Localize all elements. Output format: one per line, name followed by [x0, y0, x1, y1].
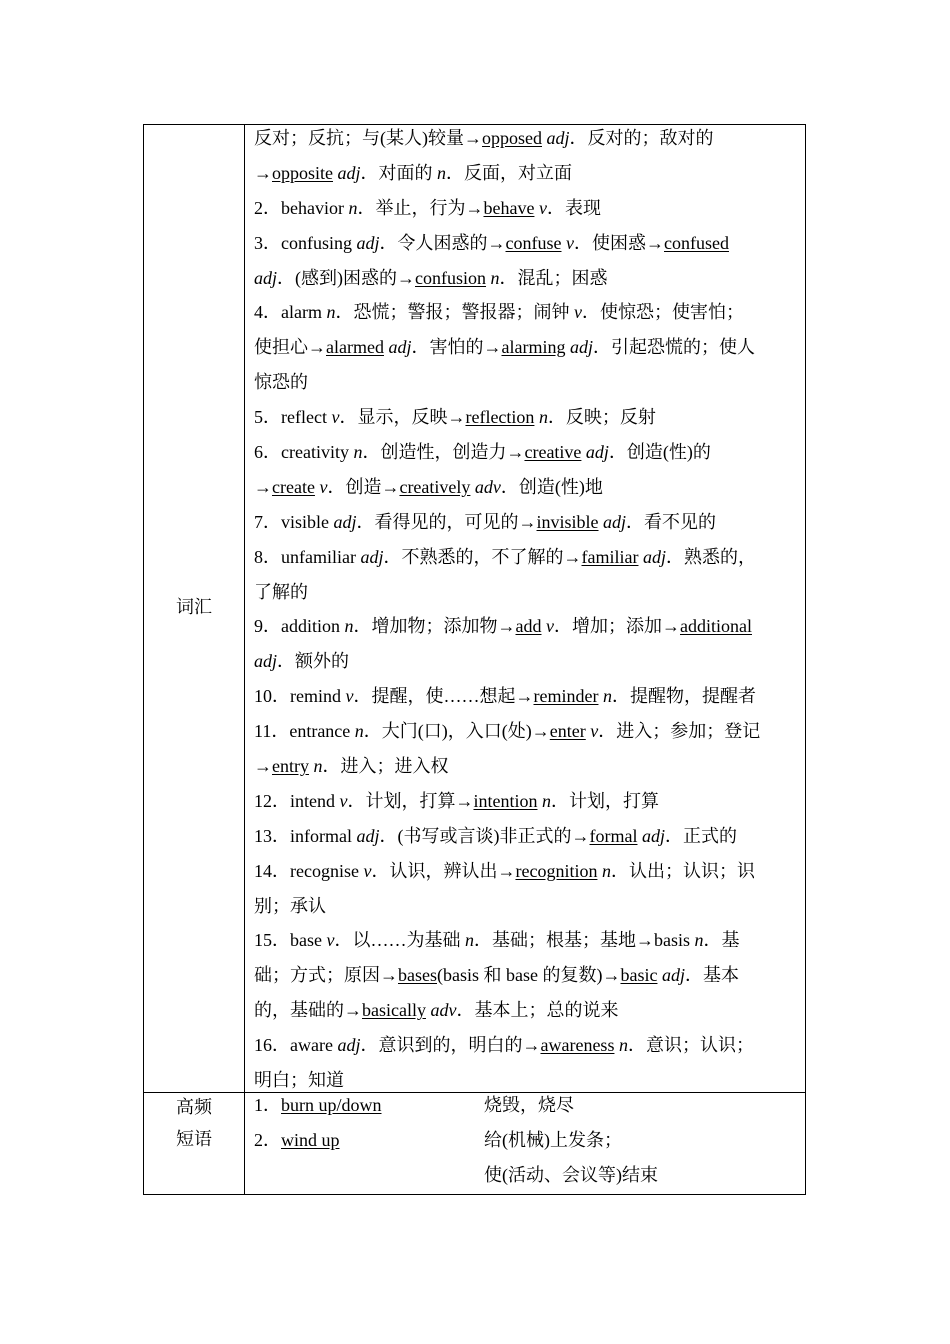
vocab-answer: invisible: [536, 511, 599, 532]
vocab-text: ．反面，对立面: [446, 162, 573, 183]
vocab-text: 8．unfamiliar: [254, 546, 361, 567]
part-of-speech: v: [363, 860, 372, 881]
vocab-text: (basis 和 base 的复数)→: [437, 965, 621, 986]
vocab-answer: opposite: [272, 162, 333, 183]
part-of-speech: n: [542, 790, 551, 811]
vocab-line: [254, 544, 799, 579]
vocab-answer: intention: [473, 790, 538, 811]
vocab-answer: basically: [362, 1000, 426, 1021]
vocab-answer: additional: [680, 616, 752, 637]
vocab-text: ．混乱；困惑: [499, 267, 608, 288]
vocab-text: ．表现: [546, 197, 601, 218]
vocab-answer: alarmed: [326, 337, 384, 358]
vocab-line: [254, 893, 799, 928]
part-of-speech: v: [326, 930, 335, 951]
vocab-text: ．基本: [684, 965, 739, 986]
part-of-speech: n: [354, 721, 364, 742]
vocab-line: [254, 648, 799, 683]
part-of-speech: v: [546, 616, 554, 637]
part-of-speech: n: [326, 302, 336, 323]
vocab-answer: reminder: [533, 686, 599, 707]
vocab-answer: behave: [483, 197, 535, 218]
vocab-answer: opposed: [482, 128, 542, 148]
vocab-text: ．创造(性)地: [500, 476, 603, 497]
part-of-speech: n: [348, 197, 358, 218]
phrase-text: burn up/down: [281, 1095, 382, 1115]
part-of-speech: adj: [337, 1035, 361, 1056]
vocabulary-table: [143, 124, 806, 1195]
part-of-speech: v: [345, 686, 354, 707]
part-of-speech: n: [602, 686, 612, 707]
vocab-line: [254, 683, 799, 718]
vocab-label: 词汇: [176, 597, 212, 617]
vocab-line: [254, 1032, 799, 1067]
vocab-text: ．意识到的，明白的→: [360, 1035, 541, 1056]
part-of-speech: adj: [254, 651, 278, 672]
part-of-speech: n: [344, 616, 354, 637]
vocab-line: [254, 927, 799, 962]
part-of-speech: v: [331, 407, 340, 428]
part-of-speech: adj: [569, 337, 593, 358]
part-of-speech: v: [566, 232, 574, 253]
part-of-speech: adj: [356, 825, 380, 846]
vocab-answer: reflection: [465, 407, 535, 428]
vocab-answer: confused: [664, 232, 729, 253]
part-of-speech: n: [490, 267, 500, 288]
vocab-answer: awareness: [540, 1035, 615, 1056]
vocab-text: 10．remind: [254, 686, 346, 707]
vocab-text: 础；方式；原因→: [254, 965, 398, 986]
vocab-text: ．使困惑→: [574, 232, 664, 253]
part-of-speech: adj: [337, 162, 361, 183]
vocab-text: 11．entrance: [254, 721, 355, 742]
vocab-line: [254, 753, 799, 788]
vocab-text: 别；承认: [254, 895, 326, 916]
vocab-text: ．认识，辨认出→: [371, 860, 516, 881]
part-of-speech: adj: [585, 442, 609, 463]
vocab-line: [254, 858, 799, 893]
part-of-speech: v: [538, 197, 547, 218]
vocab-line: [254, 404, 799, 439]
vocab-line: [254, 788, 799, 823]
vocab-line: [254, 369, 799, 404]
part-of-speech: adj: [546, 128, 570, 148]
vocab-text: 惊恐的: [254, 372, 308, 393]
phrase-meaning: 使(活动、会议等)结束: [484, 1165, 658, 1185]
vocab-text: ．额外的: [277, 651, 350, 672]
vocab-line: [254, 265, 799, 300]
vocab-answer: confusion: [415, 267, 487, 288]
part-of-speech: adj: [661, 965, 685, 986]
column-divider: [244, 125, 245, 1194]
vocab-answer: creative: [524, 442, 582, 463]
phrases-content: [254, 1092, 799, 1197]
vocab-content: [254, 125, 799, 1102]
phrase-meaning: 烧毁，烧尽: [484, 1095, 574, 1115]
part-of-speech: n: [601, 860, 611, 881]
vocab-answer: basic: [620, 965, 658, 986]
vocab-text: ．令人困惑的→: [379, 232, 506, 253]
vocab-line: [254, 613, 799, 648]
vocab-text: ．熟悉的，: [666, 546, 756, 567]
vocab-answer: formal: [589, 825, 638, 846]
vocab-text: ．(感到)困惑的→: [277, 267, 416, 288]
vocab-text: ．恐慌；警报；警报器；闹钟: [335, 302, 574, 323]
part-of-speech: adj: [642, 546, 666, 567]
part-of-speech: adj: [356, 232, 380, 253]
vocab-text: ．提醒物，提醒者: [611, 686, 756, 707]
vocab-text: →: [254, 476, 272, 497]
vocab-text: ．大门(口)，入口(处)→: [363, 721, 550, 742]
phrase-item: 1．burn up/down 烧毁，烧尽: [254, 1092, 799, 1127]
part-of-speech: adj: [360, 546, 384, 567]
vocab-text: ．看得见的，可见的→: [356, 511, 537, 532]
phrase-item: 2．wind up 给(机械)上发条；: [254, 1127, 799, 1162]
vocab-answer: creatively: [399, 476, 471, 497]
vocab-text: 12．intend: [254, 790, 340, 811]
vocab-text: 3．confusing: [254, 232, 357, 253]
vocab-text: ．意识；认识；: [627, 1035, 754, 1056]
vocab-text: ．反对的；敌对的: [569, 128, 714, 148]
vocab-text: ．创造性，创造力→: [362, 442, 525, 463]
vocab-line: [254, 195, 799, 230]
vocab-text: ．基本上；总的说来: [456, 1000, 619, 1021]
part-of-speech: adj: [641, 825, 665, 846]
vocab-line: [254, 997, 799, 1032]
vocab-text: 反对；反抗；与(某人)较量→: [254, 128, 482, 148]
vocab-text: 4．alarm: [254, 302, 327, 323]
part-of-speech: n: [437, 162, 447, 183]
vocab-text: ．对面的: [360, 162, 438, 183]
vocab-text: ．进入；参加；登记: [598, 721, 761, 742]
vocab-answer: entry: [272, 756, 309, 777]
vocab-line: [254, 962, 799, 997]
vocab-text: →: [254, 756, 272, 777]
vocab-text: 2．behavior: [254, 197, 349, 218]
vocab-text: 7．visible: [254, 511, 334, 532]
vocab-text: ．计划，打算: [551, 790, 659, 811]
part-of-speech: adj: [603, 511, 627, 532]
vocab-text: 9．addition: [254, 616, 345, 637]
part-of-speech: n: [353, 442, 363, 463]
part-of-speech: adv: [474, 476, 501, 497]
part-of-speech: n: [694, 930, 704, 951]
phrase-meaning: 给(机械)上发条；: [484, 1130, 622, 1150]
vocab-answer: enter: [549, 721, 586, 742]
vocab-text: 15．base: [254, 930, 327, 951]
vocab-text: ．显示，反映→: [339, 407, 466, 428]
vocab-answer: create: [272, 476, 315, 497]
vocab-line: [254, 474, 799, 509]
vocab-text: 13．informal: [254, 825, 357, 846]
part-of-speech: n: [464, 930, 474, 951]
vocab-answer: alarming: [501, 337, 566, 358]
vocab-line: [254, 299, 799, 334]
vocab-answer: add: [515, 616, 542, 637]
vocab-line: [254, 125, 799, 160]
vocab-text: ．增加；添加→: [554, 616, 680, 637]
vocab-text: ．认出；认识；识: [610, 860, 755, 881]
phrase-text: wind up: [281, 1130, 340, 1150]
part-of-speech: v: [590, 721, 599, 742]
vocab-text: 6．creativity: [254, 442, 354, 463]
vocab-line: [254, 718, 799, 753]
vocab-text: 的，基础的→: [254, 1000, 362, 1021]
vocab-answer: recognition: [515, 860, 598, 881]
vocab-text: ．使惊恐；使害怕；: [581, 302, 744, 323]
vocab-text: ．创造(性)的: [608, 442, 711, 463]
vocab-answer: confuse: [505, 232, 562, 253]
part-of-speech: v: [339, 790, 348, 811]
vocab-text: ．不熟悉的，不了解的→: [383, 546, 582, 567]
vocab-line: [254, 579, 799, 614]
vocab-answer: bases: [398, 965, 437, 986]
vocab-text: ．反映；反射: [547, 407, 656, 428]
part-of-speech: n: [538, 407, 548, 428]
vocab-text: 了解的: [254, 581, 308, 602]
vocab-text: ．基础；根基；基地→basis: [473, 930, 695, 951]
part-of-speech: adj: [333, 511, 357, 532]
part-of-speech: adv: [430, 1000, 457, 1021]
vocab-text: 14．recognise: [254, 860, 364, 881]
vocab-text: 明白；知道: [254, 1070, 344, 1091]
part-of-speech: n: [313, 756, 323, 777]
phrase-item: [254, 1162, 799, 1197]
vocab-line: [254, 334, 799, 369]
phrases-label: 高频 短语: [176, 1097, 212, 1149]
vocab-text: 16．aware: [254, 1035, 338, 1056]
vocab-line: [254, 509, 799, 544]
vocab-line: [254, 160, 799, 195]
part-of-speech: adj: [388, 337, 412, 358]
part-of-speech: n: [618, 1035, 628, 1056]
vocab-text: ．(书写或言谈)非正式的→: [379, 825, 590, 846]
vocab-text: ．举止，行为→: [357, 197, 484, 218]
vocab-text: ．进入；进入权: [322, 756, 449, 777]
vocab-text: →: [254, 162, 272, 183]
vocab-answer: familiar: [581, 546, 639, 567]
vocab-line: [254, 823, 799, 858]
vocab-line: [254, 439, 799, 474]
vocab-text: ．提醒，使……想起→: [353, 686, 534, 707]
vocab-text: ．创造→: [327, 476, 400, 497]
vocab-text: ．引起恐慌的；使人: [592, 337, 755, 358]
vocab-text: ．基: [703, 930, 740, 951]
part-of-speech: adj: [254, 267, 278, 288]
vocab-text: ．以……为基础: [334, 930, 465, 951]
part-of-speech: v: [319, 476, 328, 497]
vocab-text: ．计划，打算→: [347, 790, 474, 811]
vocab-text: ．增加物；添加物→: [353, 616, 516, 637]
part-of-speech: v: [573, 302, 582, 323]
vocab-text: 使担心→: [254, 337, 326, 358]
vocab-text: ．看不见的: [626, 511, 717, 532]
vocab-line: [254, 230, 799, 265]
vocab-text: ．害怕的→: [411, 337, 502, 358]
vocab-text: ．正式的: [665, 825, 737, 846]
vocab-text: 5．reflect: [254, 407, 332, 428]
